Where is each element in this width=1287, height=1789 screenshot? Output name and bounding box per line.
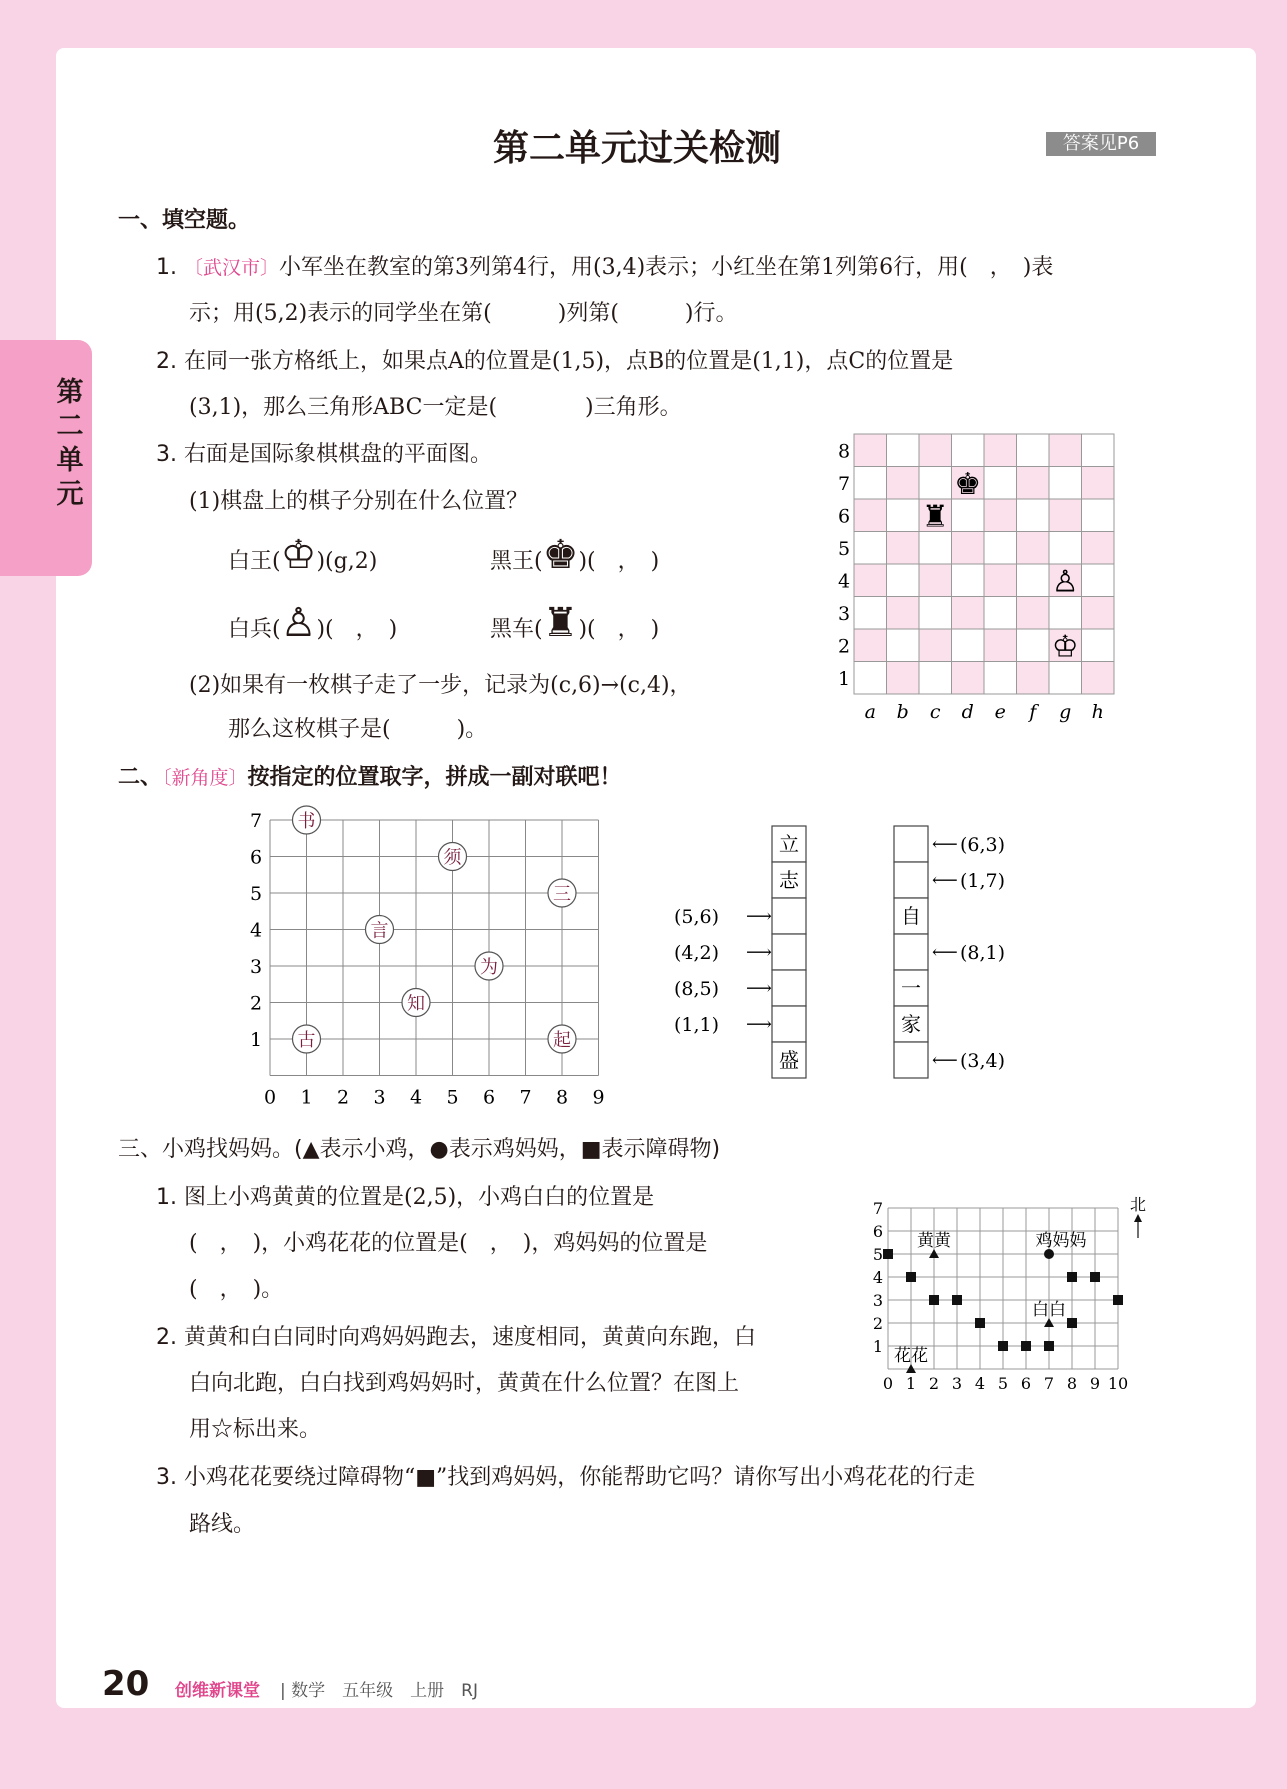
white-king-label: 白王( (228, 549, 281, 574)
chess-square (1017, 499, 1050, 532)
arrow-icon: ⟶ (746, 942, 772, 963)
q1-line1 (156, 250, 1053, 281)
x-axis-label: 7 (1043, 1374, 1055, 1393)
s3-q1-text1: 图上小鸡黄黄的位置是(2,5)，小鸡白白的位置是 (184, 1185, 655, 1210)
char-token-text: 知 (407, 993, 425, 1015)
chess-square (1082, 564, 1115, 597)
section2-heading (118, 760, 622, 791)
q1-number: 1. (156, 255, 177, 280)
s3-q1-line1 (156, 1180, 654, 1211)
y-axis-label: 5 (249, 883, 263, 905)
footer-book-info: | 数学 五年级 上册 RJ (280, 1681, 478, 1701)
chess-square (1017, 662, 1050, 695)
q1-line2: 示；用(5,2)表示的同学坐在第( )列第( )行。 (189, 301, 738, 326)
north-label: 北 (1129, 1195, 1147, 1214)
chess-square (919, 434, 952, 467)
x-axis-label: 5 (446, 1086, 459, 1109)
chess-square (984, 434, 1017, 467)
file-label: d (961, 701, 974, 723)
obstacle-square (1044, 1341, 1054, 1351)
couplet-coord: (6,3) (960, 834, 1006, 856)
s3-q1-number: 1. (156, 1185, 177, 1210)
file-label: e (994, 701, 1006, 723)
chess-square (1082, 434, 1115, 467)
x-axis-label: 7 (519, 1086, 532, 1109)
white-pawn-piece: ♙ (1051, 564, 1079, 600)
s3-q1-line2: ( ， )，小鸡花花的位置是( ， )，鸡妈妈的位置是 (189, 1231, 708, 1256)
q2-line1 (156, 344, 953, 375)
chess-square (1049, 467, 1082, 500)
y-axis-label: 5 (872, 1245, 884, 1264)
couplet-coord: (8,1) (960, 942, 1006, 964)
char-token-text: 三 (553, 884, 571, 905)
q3-sub1: (1)棋盘上的棋子分别在什么位置？ (189, 489, 529, 514)
arrow-icon: ⟵ (932, 834, 958, 855)
x-axis-label: 2 (928, 1374, 940, 1393)
y-axis-label: 7 (249, 810, 263, 832)
chess-square (854, 662, 887, 695)
chess-square (1082, 662, 1115, 695)
couplet-cell (772, 934, 806, 970)
rank-label: 1 (837, 667, 851, 690)
obstacle-square (906, 1272, 916, 1282)
x-axis-label: 9 (592, 1086, 605, 1109)
x-axis-label: 3 (951, 1374, 963, 1393)
character-grid (240, 800, 620, 1110)
couplet-coord: (1,7) (960, 870, 1006, 892)
s3-q2-number: 2. (156, 1325, 177, 1350)
chess-square (887, 467, 920, 500)
couplet-coord: (8,5) (674, 978, 720, 1000)
s3-q3-text1: 小鸡花花要绕过障碍物“■”找到鸡妈妈，你能帮助它吗？请你写出小鸡花花的行走 (184, 1465, 976, 1490)
chess-square (1082, 467, 1115, 500)
page-title: 第二单元过关检测 (492, 128, 781, 169)
chess-square (854, 499, 887, 532)
white-king-icon: ♔ (280, 532, 317, 578)
section2-text: 按指定的位置取字，拼成一副对联吧！ (247, 765, 622, 790)
couplet-coord: (4,2) (674, 942, 720, 964)
y-axis-label: 3 (249, 956, 263, 978)
y-axis-label: 7 (872, 1199, 884, 1218)
chess-square (1049, 499, 1082, 532)
chess-square (952, 499, 985, 532)
couplet-char: 一 (901, 976, 921, 1000)
chess-square (952, 532, 985, 565)
chess-square (952, 662, 985, 695)
y-axis-label: 3 (872, 1291, 884, 1310)
y-axis-label: 4 (872, 1268, 884, 1287)
unit-tab-label: 第二单元 (56, 377, 84, 510)
obstacle-square (975, 1318, 985, 1328)
chess-square (984, 662, 1017, 695)
obstacle-square (1067, 1272, 1077, 1282)
x-axis-label: 1 (905, 1374, 917, 1393)
arrow-icon: ⟵ (932, 1050, 958, 1071)
chessboard (830, 424, 1130, 724)
chess-square (854, 564, 887, 597)
chess-square (919, 532, 952, 565)
x-axis-label: 8 (1066, 1374, 1078, 1393)
answer-reference: 答案见P6 (1046, 132, 1156, 156)
white-pawn-icon: ♙ (280, 600, 317, 646)
black-king-item (490, 532, 660, 578)
file-label: g (1059, 701, 1072, 723)
x-axis-label: 4 (409, 1086, 423, 1109)
chess-square (887, 434, 920, 467)
s3-q2-line2: 白向北跑，白白找到鸡妈妈时，黄黄在什么位置？在图上 (189, 1371, 740, 1396)
couplet-char: 盛 (779, 1048, 799, 1072)
chick-grid (860, 1190, 1160, 1410)
page-number: 20 (102, 1664, 150, 1704)
file-label: h (1091, 701, 1104, 723)
black-king-label: 黑王( (490, 549, 543, 574)
char-token-text: 为 (480, 957, 498, 978)
obstacle-square (1090, 1272, 1100, 1282)
chess-square (854, 629, 887, 662)
rank-label: 7 (837, 472, 851, 495)
white-king-item (228, 532, 378, 578)
x-axis-label: 8 (555, 1086, 569, 1109)
couplet-cell (894, 826, 928, 862)
q3-sub2-line2: 那么这枚棋子是( )。 (228, 717, 488, 742)
chess-square (887, 499, 920, 532)
arrow-icon: ⟶ (746, 906, 772, 927)
rank-label: 2 (837, 635, 851, 658)
s3-q3-line1 (156, 1460, 975, 1491)
file-label: b (896, 701, 909, 723)
chess-square (1049, 532, 1082, 565)
chess-square (1082, 597, 1115, 630)
obstacle-square (998, 1341, 1008, 1351)
chess-square (952, 564, 985, 597)
arrow-icon: ⟵ (932, 870, 958, 891)
obstacle-square (883, 1249, 893, 1259)
black-rook-label: 黑车( (490, 617, 543, 642)
north-arrowhead-icon (1134, 1214, 1142, 1222)
x-axis-label: 3 (373, 1086, 386, 1109)
x-axis-label: 6 (1020, 1374, 1032, 1393)
q3-intro-text: 右面是国际象棋棋盘的平面图。 (184, 442, 493, 467)
s3-q2-text1: 黄黄和白白同时向鸡妈妈跑去，速度相同，黄黄向东跑，白 (184, 1325, 757, 1350)
x-axis-label: 6 (482, 1086, 496, 1109)
x-axis-label: 0 (882, 1374, 894, 1393)
couplet-left (670, 820, 820, 1080)
x-axis-label: 9 (1089, 1374, 1101, 1393)
chess-square (887, 532, 920, 565)
obstacle-square (1067, 1318, 1077, 1328)
black-rook-answer: )( ， ) (578, 617, 660, 642)
couplet-coord: (3,4) (960, 1050, 1006, 1072)
obstacle-square (1021, 1341, 1031, 1351)
couplet-cell (772, 898, 806, 934)
black-king-icon: ♚ (542, 532, 579, 578)
char-token-text: 言 (370, 920, 389, 942)
black-king-answer: )( ， ) (578, 549, 660, 574)
y-axis-label: 2 (249, 992, 263, 1015)
x-axis-label: 5 (997, 1374, 1009, 1393)
s3-q2-line1 (156, 1320, 756, 1351)
chess-square (919, 662, 952, 695)
couplet-cell (772, 1006, 806, 1042)
black-rook-icon: ♜ (542, 600, 579, 646)
y-axis-label: 4 (249, 919, 263, 942)
s3-q3-number: 3. (156, 1465, 177, 1490)
char-token-text: 古 (297, 1030, 316, 1051)
file-label: c (929, 701, 941, 723)
chess-square (919, 467, 952, 500)
arrow-icon: ⟶ (746, 978, 772, 999)
section3-heading: 三、小鸡找妈妈。(▲表示小鸡，●表示鸡妈妈，■表示障碍物) (118, 1137, 721, 1162)
chess-square (887, 629, 920, 662)
chess-square (1049, 662, 1082, 695)
file-label: f (1029, 701, 1037, 723)
y-axis-label: 6 (249, 846, 263, 869)
black-king-piece: ♚ (954, 466, 982, 502)
char-token-text: 起 (553, 1030, 571, 1051)
chess-square (854, 434, 887, 467)
white-pawn-label: 白兵( (228, 617, 281, 642)
unit-side-tab (0, 340, 92, 576)
chess-square (1049, 597, 1082, 630)
huahua-label: 花花 (894, 1346, 928, 1366)
couplet-char: 自 (901, 904, 921, 928)
chess-square (1017, 629, 1050, 662)
chess-square (984, 467, 1017, 500)
chess-square (984, 629, 1017, 662)
chess-square (919, 629, 952, 662)
arrow-icon: ⟵ (932, 942, 958, 963)
chess-square (854, 467, 887, 500)
chess-square (887, 564, 920, 597)
couplet-right (880, 820, 1040, 1080)
y-axis-label: 1 (249, 1029, 263, 1051)
chess-square (1082, 532, 1115, 565)
chess-square (1082, 629, 1115, 662)
x-axis-label: 4 (974, 1374, 986, 1393)
q1-tag: 〔武汉市〕 (184, 257, 280, 279)
file-label: a (864, 701, 876, 723)
char-token-text: 须 (443, 847, 462, 869)
couplet-cell (894, 862, 928, 898)
rank-label: 4 (837, 570, 851, 593)
chess-square (984, 564, 1017, 597)
chess-square (1049, 434, 1082, 467)
y-axis-label: 2 (872, 1314, 884, 1333)
rank-label: 8 (837, 440, 851, 463)
s3-q2-line3: 用☆标出来。 (189, 1417, 322, 1442)
chess-square (984, 532, 1017, 565)
y-axis-label: 1 (872, 1337, 884, 1356)
couplet-char: 家 (901, 1012, 921, 1036)
couplet-cell (894, 934, 928, 970)
y-axis-label: 6 (872, 1222, 884, 1241)
chess-square (887, 597, 920, 630)
couplet-coord: (1,1) (674, 1014, 720, 1036)
chess-square (854, 532, 887, 565)
couplet-coord: (5,6) (674, 906, 720, 928)
q3-sub2-line1: (2)如果有一枚棋子走了一步，记录为(c,6)→(c,4)， (189, 673, 692, 698)
couplet-cell (894, 1042, 928, 1078)
chess-square (854, 597, 887, 630)
rank-label: 5 (837, 537, 851, 560)
white-pawn-item (228, 600, 398, 646)
chess-square (1017, 564, 1050, 597)
white-king-piece: ♔ (1051, 629, 1079, 665)
x-axis-label: 10 (1107, 1374, 1129, 1393)
q3-intro (156, 437, 492, 468)
chess-square (952, 434, 985, 467)
chess-square (887, 662, 920, 695)
chess-square (984, 499, 1017, 532)
obstacle-square (952, 1295, 962, 1305)
chess-square (1082, 499, 1115, 532)
chess-square (1017, 532, 1050, 565)
rank-label: 6 (837, 505, 851, 528)
chess-square (919, 564, 952, 597)
x-axis-label: 2 (336, 1086, 350, 1109)
section2-prefix: 二、 (118, 765, 163, 790)
footer-brand: 创维新课堂 (175, 1681, 260, 1701)
chess-square (952, 597, 985, 630)
s3-q1-line3: ( ， )。 (189, 1277, 284, 1302)
section2-tag: 〔新角度〕 (162, 767, 248, 789)
s3-q3-line2: 路线。 (189, 1512, 256, 1537)
black-rook-piece: ♜ (921, 499, 949, 535)
huanghuang-label: 黄黄 (917, 1231, 951, 1251)
chess-square (1017, 597, 1050, 630)
q3-number: 3. (156, 442, 177, 467)
couplet-char: 立 (779, 832, 799, 856)
q2-text1: 在同一张方格纸上，如果点A的位置是(1,5)，点B的位置是(1,1)，点C的位置是 (184, 349, 954, 374)
chess-square (1017, 434, 1050, 467)
chess-square (1017, 467, 1050, 500)
chess-square (984, 597, 1017, 630)
couplet-cell (772, 970, 806, 1006)
x-axis-label: 1 (300, 1086, 313, 1109)
chess-square (919, 597, 952, 630)
mother-hen-label: 鸡妈妈 (1035, 1231, 1087, 1251)
q2-line2: (3,1)，那么三角形ABC一定是( )三角形。 (189, 395, 682, 420)
chess-square (952, 629, 985, 662)
rank-label: 3 (837, 602, 851, 625)
q2-number: 2. (156, 349, 177, 374)
black-rook-item (490, 600, 660, 646)
white-pawn-answer: )( ， ) (316, 617, 398, 642)
couplet-char: 志 (779, 868, 799, 892)
baibai-label: 白白 (1032, 1300, 1066, 1320)
obstacle-square (1113, 1295, 1123, 1305)
char-token-text: 书 (297, 811, 316, 832)
section1-heading: 一、填空题。 (118, 208, 251, 233)
arrow-icon: ⟶ (746, 1014, 772, 1035)
white-king-answer: )(g,2) (316, 549, 378, 574)
x-axis-label: 0 (263, 1086, 277, 1109)
obstacle-square (929, 1295, 939, 1305)
q1-text1: 小军坐在教室的第3列第4行，用(3,4)表示；小红坐在第1列第6行，用( ， )表 (279, 255, 1054, 280)
